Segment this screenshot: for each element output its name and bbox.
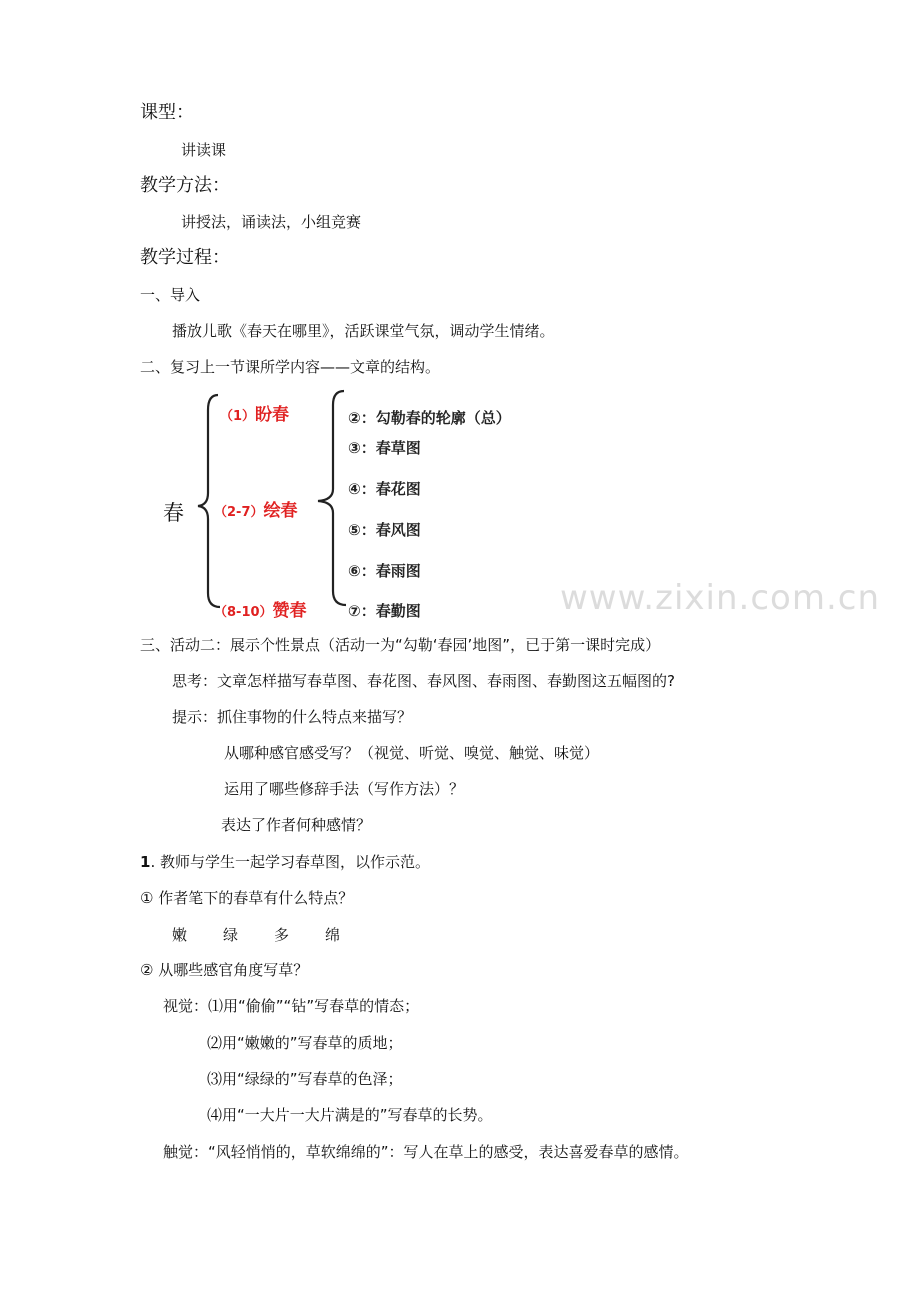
visual-item: ⑴用“偷偷”“钻”写春草的情态； [208, 997, 420, 1015]
sub-item: ④：春花图 [348, 480, 421, 498]
answer-word: 嫩 [172, 926, 188, 944]
sub-item: ⑤：春风图 [348, 521, 421, 539]
branch-1-num: （1） [220, 409, 256, 424]
section-2-title: 二、复习上一节课所学内容——文章的结构。 [140, 358, 441, 376]
touch-line: 触觉：“风轻悄悄的，草软绵绵的”：写人在草上的感受，表达喜爱春草的感情。 [163, 1143, 689, 1161]
answer-word: 多 [274, 926, 290, 944]
sub-item: ③：春草图 [348, 439, 421, 457]
hint-line-3: 运用了哪些修辞手法（写作方法）？ [224, 780, 465, 798]
step-1-text: . 教师与学生一起学习春草图，以作示范。 [150, 853, 430, 871]
visual-line-1 [163, 999, 419, 1014]
hint-line: 提示：抓住事物的什么特点来描写？ [172, 708, 413, 726]
method-label: 教学方法： [140, 175, 230, 196]
branch-3 [214, 596, 307, 621]
section-3-title: 三、活动二：展示个性景点（活动一为“勾勒‘春园’地图”，已于第一课时完成） [140, 636, 661, 654]
branch-2-num: （2-7） [214, 505, 264, 520]
course-type-value: 讲读课 [181, 141, 227, 159]
sub-item: ②：勾勒春的轮廓（总） [348, 409, 511, 427]
visual-item: ⑷用“一大片一大片满是的”写春草的长势。 [207, 1106, 493, 1124]
branch-3-num: （8-10） [214, 605, 273, 620]
method-value: 讲授法，诵读法，小组竞赛 [181, 213, 362, 231]
branch-1-label: 盼春 [255, 405, 290, 425]
section-1-title: 一、导入 [140, 286, 201, 304]
think-line: 思考：文章怎样描写春草图、春花图、春风图、春雨图、春勤图这五幅图的? [172, 672, 675, 690]
step-1 [140, 855, 430, 870]
hint-line-2: 从哪种感官感受写？（视觉、听觉、嗅觉、触觉、味觉） [224, 744, 600, 762]
diagram-root: 春 [163, 501, 184, 525]
question-2: ② 从哪些感官角度写草？ [140, 961, 309, 979]
section-1-body: 播放儿歌《春天在哪里》，活跃课堂气氛，调动学生情绪。 [172, 322, 555, 340]
hint-line-4: 表达了作者何种感情？ [221, 816, 372, 834]
answer-word: 绿 [223, 926, 239, 944]
question-1: ① 作者笔下的春草有什么特点？ [140, 889, 354, 907]
branch-2-label: 绘春 [263, 501, 298, 521]
visual-item: ⑶用“绿绿的”写春草的色泽； [207, 1070, 403, 1088]
branch-2 [214, 496, 298, 521]
step-1-num: 1 [140, 853, 151, 871]
course-type-label: 课型： [140, 102, 194, 123]
answer-word: 绵 [325, 926, 341, 944]
branch-3-label: 赞春 [272, 601, 307, 621]
question-1-answers [172, 928, 340, 943]
structure-diagram [150, 385, 550, 620]
watermark: www.zixin.com.cn [560, 578, 880, 618]
visual-label: 视觉： [163, 997, 209, 1015]
branch-1 [220, 400, 289, 425]
sub-item: ⑥：春雨图 [348, 562, 421, 580]
process-label: 教学过程： [140, 247, 230, 268]
sub-item: ⑦：春勤图 [348, 602, 421, 620]
visual-item: ⑵用“嫩嫩的”写春草的质地； [207, 1034, 403, 1052]
